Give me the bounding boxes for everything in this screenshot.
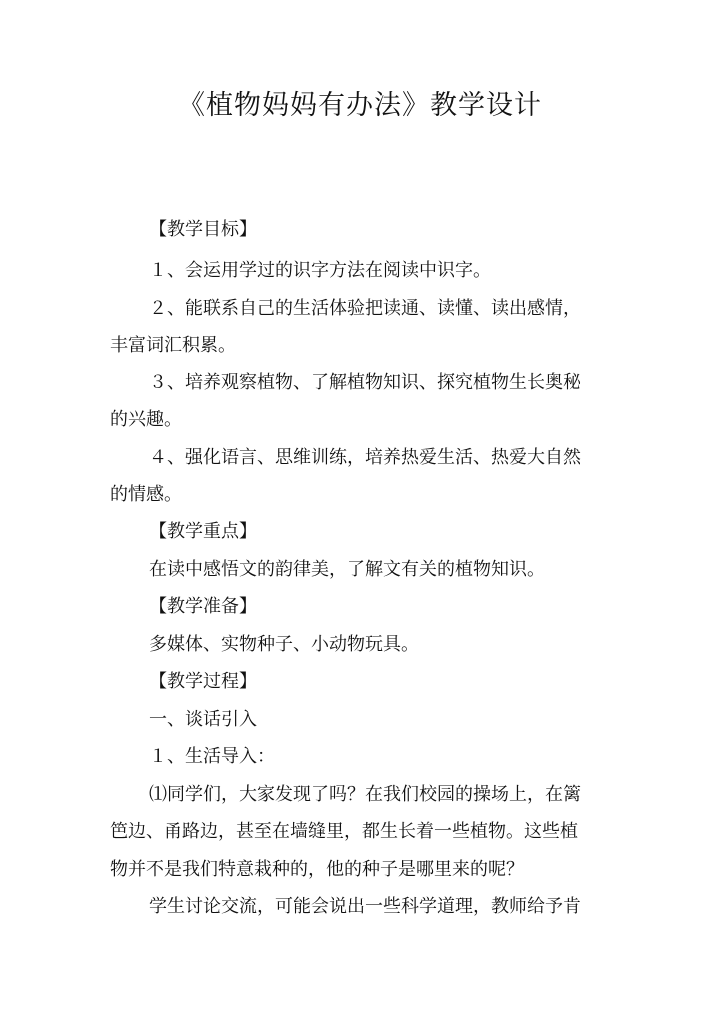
heading-teaching-goals: 【教学目标】: [149, 219, 257, 240]
paragraph-line-3: 物并不是我们特意栽种的，他的种子是哪里来的呢？: [110, 859, 524, 880]
paragraph-line-4: 学生讨论交流，可能会说出一些科学道理，教师给予肯: [149, 896, 581, 917]
process-step-1: １、生活导入：: [149, 746, 275, 767]
goal-item-3-line-1: ３、培养观察植物、了解植物知识、探究植物生长奥秘: [149, 372, 581, 393]
goal-item-2-line-2: 丰富词汇积累。: [110, 335, 236, 356]
focus-text: 在读中感悟文的韵律美，了解文有关的植物知识。: [149, 559, 545, 580]
prep-text: 多媒体、实物种子、小动物玩具。: [149, 634, 419, 655]
paragraph-line-1: ⑴同学们，大家发现了吗？在我们校园的操场上，在篱: [149, 784, 581, 805]
document-title: 《植物妈妈有办法》教学设计: [178, 90, 542, 121]
heading-teaching-focus: 【教学重点】: [149, 521, 257, 542]
goal-item-4-line-1: ４、强化语言、思维训练，培养热爱生活、热爱大自然: [149, 447, 581, 468]
heading-teaching-prep: 【教学准备】: [149, 596, 257, 617]
heading-teaching-process: 【教学过程】: [149, 671, 257, 692]
goal-item-1: １、会运用学过的识字方法在阅读中识字。: [149, 260, 491, 281]
process-section-1: 一、谈话引入: [149, 709, 257, 730]
paragraph-line-2: 笆边、甬路边，甚至在墙缝里，都生长着一些植物。这些植: [110, 821, 578, 842]
goal-item-4-line-2: 的情感。: [110, 484, 182, 505]
goal-item-3-line-2: 的兴趣。: [110, 409, 182, 430]
goal-item-2-line-1: ２、能联系自己的生活体验把读通、读懂、读出感情，: [149, 298, 581, 319]
